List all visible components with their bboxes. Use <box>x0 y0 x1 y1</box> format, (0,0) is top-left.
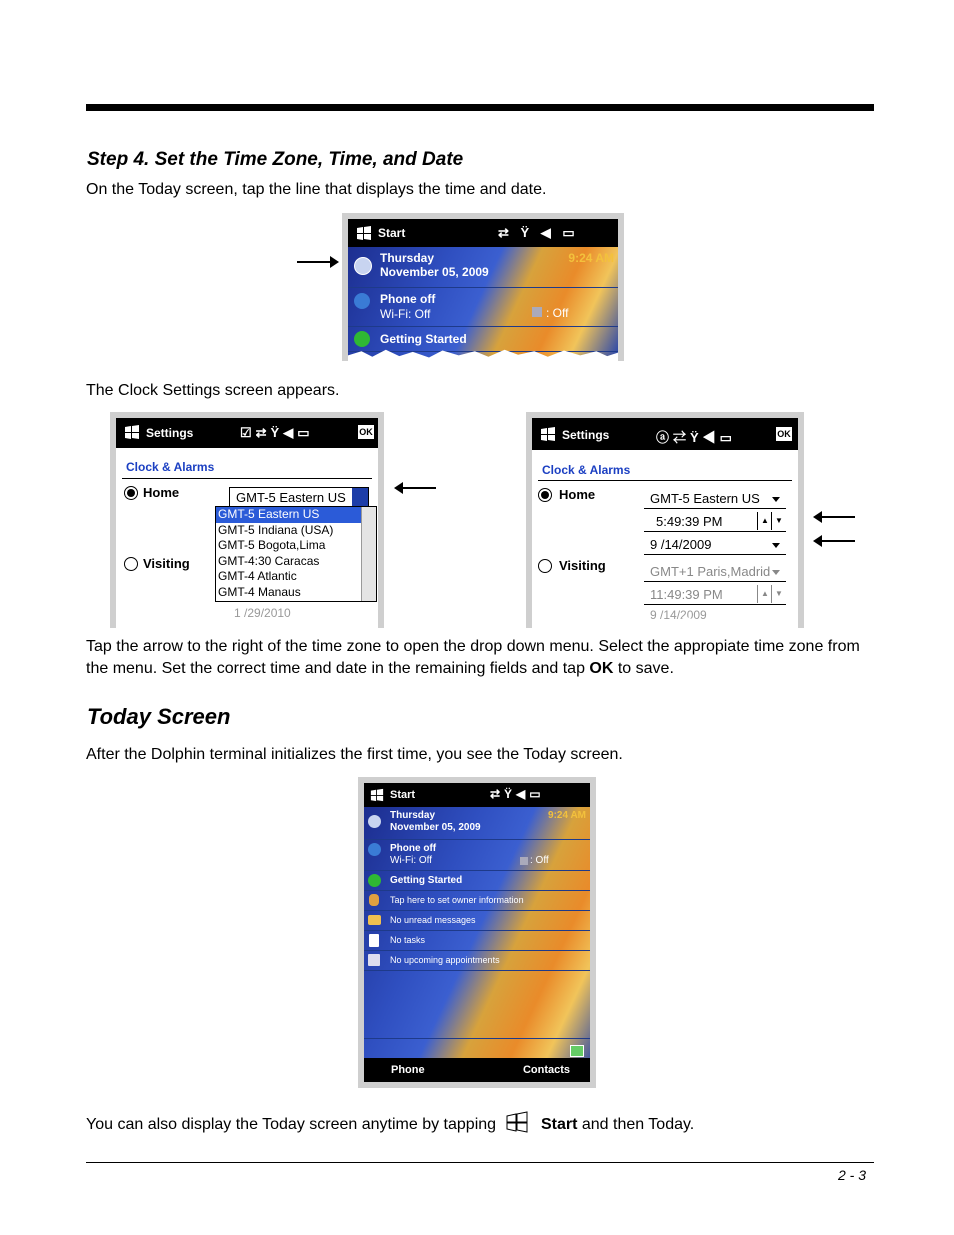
day-label: Thursday <box>390 810 436 821</box>
time-zone-select[interactable] <box>229 487 369 507</box>
tasks-label: No tasks <box>390 935 426 945</box>
clock-settings-dropdown-screen <box>110 412 384 628</box>
partial-date: 1 /29/2010 <box>234 606 291 620</box>
visit-time-value: 11:49:39 PM <box>650 587 723 602</box>
phone-label: Phone off <box>390 843 437 854</box>
header-rule <box>86 104 874 111</box>
windows-logo-icon <box>370 788 384 802</box>
visiting-radio[interactable] <box>538 559 552 573</box>
zone-option[interactable]: GMT-5 Bogota,Lima <box>218 538 326 552</box>
home-time-zone-select[interactable] <box>644 489 786 509</box>
settings-title-bar <box>532 418 798 450</box>
list-scrollbar[interactable] <box>361 507 376 601</box>
title-bar <box>364 783 590 807</box>
contacts-softkey[interactable]: Contacts <box>522 1064 570 1076</box>
windows-logo-icon <box>124 424 140 440</box>
antenna-icon <box>368 843 381 856</box>
visit-time-field[interactable] <box>644 585 786 605</box>
windows-logo-icon <box>540 426 556 442</box>
appointments-label: No upcoming appointments <box>390 955 500 965</box>
settings-title: Settings <box>146 426 194 440</box>
footer-rule <box>86 1162 874 1163</box>
owner-row[interactable] <box>364 891 590 911</box>
section-label: Clock & Alarms <box>126 460 215 474</box>
home-date-select[interactable] <box>644 535 786 555</box>
ok-button[interactable]: OK <box>777 429 791 439</box>
visit-time-zone-select[interactable] <box>644 562 786 582</box>
visiting-radio[interactable] <box>124 557 138 571</box>
dropdown-arrow-icon[interactable] <box>772 570 780 575</box>
home-zone-value: GMT-5 Eastern US <box>650 491 760 506</box>
zone-option[interactable]: GMT-5 Eastern US <box>216 507 376 523</box>
date-row[interactable] <box>364 807 590 840</box>
time-label: 9:24 AM <box>548 810 586 821</box>
time-label: 9:24 AM <box>568 251 614 265</box>
getting-started-row[interactable] <box>364 871 590 891</box>
home-time-value: 5:49:39 PM <box>656 514 723 529</box>
getting-started-icon <box>354 331 370 347</box>
divider <box>538 480 792 481</box>
step-intro: On the Today screen, tap the line that displays the time and date. <box>86 181 547 198</box>
settings-title-bar <box>116 418 378 448</box>
home-time-field[interactable] <box>644 512 786 532</box>
home-radio[interactable] <box>124 486 138 500</box>
dropdown-arrow-icon[interactable] <box>772 497 780 502</box>
home-label: Home <box>559 487 596 502</box>
spin-up-icon[interactable]: ▲ <box>757 512 772 530</box>
clock-appears-text: The Clock Settings screen appears. <box>86 382 340 399</box>
spin-down-icon[interactable]: ▼ <box>771 512 786 530</box>
zone-option[interactable]: GMT-4:30 Caracas <box>218 553 320 568</box>
pointer-arrow-left <box>815 516 855 518</box>
messages-label: No unread messages <box>390 915 476 925</box>
dropdown-arrow-icon[interactable] <box>772 543 780 548</box>
owner-label: Tap here to set owner information <box>390 895 524 905</box>
getting-started-icon <box>368 874 381 887</box>
status-icons: ⇄Ÿ◀▭ <box>490 787 545 801</box>
visit-date-value: 9 /14/2009 <box>650 608 707 622</box>
phone-row[interactable] <box>348 288 618 327</box>
today-intro: After the Dolphin terminal initializes the first time, you see the Today screen. <box>86 746 623 763</box>
title-bar <box>348 219 618 247</box>
spin-up-icon[interactable]: ▲ <box>757 585 772 603</box>
start-label[interactable]: Start <box>378 226 406 240</box>
section-label: Clock & Alarms <box>542 463 631 477</box>
visit-zone-value: GMT+1 Paris,Madrid <box>650 564 771 579</box>
windows-start-icon <box>503 1109 535 1135</box>
time-zone-value: GMT-5 Eastern US <box>236 490 346 505</box>
phone-row[interactable] <box>364 840 590 871</box>
footer-note: You can also display the Today screen anytime by tapping Start and then Today. <box>86 1109 694 1136</box>
getting-started-label: Getting Started <box>390 875 463 886</box>
start-label[interactable]: Start <box>390 789 416 801</box>
page-number: 2 - 3 <box>838 1167 867 1183</box>
clock-icon <box>354 257 372 275</box>
owner-icon <box>369 894 379 906</box>
ok-button[interactable]: OK <box>359 427 373 437</box>
home-radio[interactable] <box>538 488 552 502</box>
wifi-label: Wi-Fi: Off <box>380 307 431 321</box>
zone-option[interactable]: GMT-4 Atlantic <box>218 569 297 583</box>
clock-settings-screen <box>526 412 804 628</box>
date-label: November 05, 2009 <box>380 265 489 279</box>
time-zone-list[interactable] <box>215 506 377 602</box>
step-heading: Step 4. Set the Time Zone, Time, and Date <box>87 149 464 170</box>
wifi-label: Wi-Fi: Off <box>390 855 433 866</box>
pointer-arrow-right <box>297 261 337 263</box>
tasks-row[interactable] <box>364 931 590 951</box>
instructions-text: Tap the arrow to the right of the time zone to open the drop down menu. Select the appropiate time zone from the menu. Set the correct time and date in the remaining fields and tap OK to save. <box>86 638 860 677</box>
clipboard-icon <box>369 934 379 947</box>
zone-option[interactable]: GMT-4 Manaus <box>218 584 301 599</box>
status-icons: ☑⇄Ÿ◀▭ <box>240 425 314 440</box>
bluetooth-icon <box>520 857 528 865</box>
getting-started-label: Getting Started <box>380 332 467 346</box>
clock-icon <box>368 815 381 828</box>
divider <box>364 1038 590 1039</box>
appointments-row[interactable] <box>364 951 590 971</box>
settings-title: Settings <box>562 428 610 442</box>
network-icon <box>570 1045 584 1057</box>
windows-logo-icon <box>356 225 372 241</box>
pointer-arrow-left <box>815 540 855 542</box>
home-date-value: 9 /14/2009 <box>650 537 712 552</box>
visiting-label: Visiting <box>143 556 190 571</box>
spin-down-icon[interactable]: ▼ <box>771 585 786 603</box>
getting-started-row[interactable] <box>348 327 618 352</box>
dropdown-arrow-icon[interactable] <box>352 488 368 506</box>
pointer-arrow-left <box>396 487 436 489</box>
phone-softkey[interactable]: Phone <box>391 1064 425 1076</box>
softkey-bar <box>364 1058 590 1082</box>
date-label: November 05, 2009 <box>390 822 481 833</box>
phone-label: Phone off <box>380 292 436 306</box>
date-row[interactable] <box>348 247 618 288</box>
status-icons: ⓐ⇄Ÿ◀▭ <box>656 430 736 445</box>
today-screen-partial <box>342 213 624 361</box>
visiting-label: Visiting <box>559 558 606 573</box>
antenna-icon <box>354 293 370 309</box>
bluetooth-icon <box>532 307 542 317</box>
calendar-icon <box>368 954 380 966</box>
status-icons: ⇄ Ÿ ◀ ▭ <box>498 225 579 240</box>
home-label: Home <box>143 485 180 500</box>
today-heading: Today Screen <box>87 704 231 729</box>
bluetooth-label: : Off <box>530 855 549 866</box>
envelope-icon <box>368 915 381 925</box>
today-screen-full <box>358 777 596 1088</box>
bluetooth-label: : Off <box>546 306 569 320</box>
messages-row[interactable] <box>364 911 590 931</box>
divider <box>122 478 372 479</box>
zone-option[interactable]: GMT-5 Indiana (USA) <box>218 522 334 537</box>
day-label: Thursday <box>380 251 435 265</box>
